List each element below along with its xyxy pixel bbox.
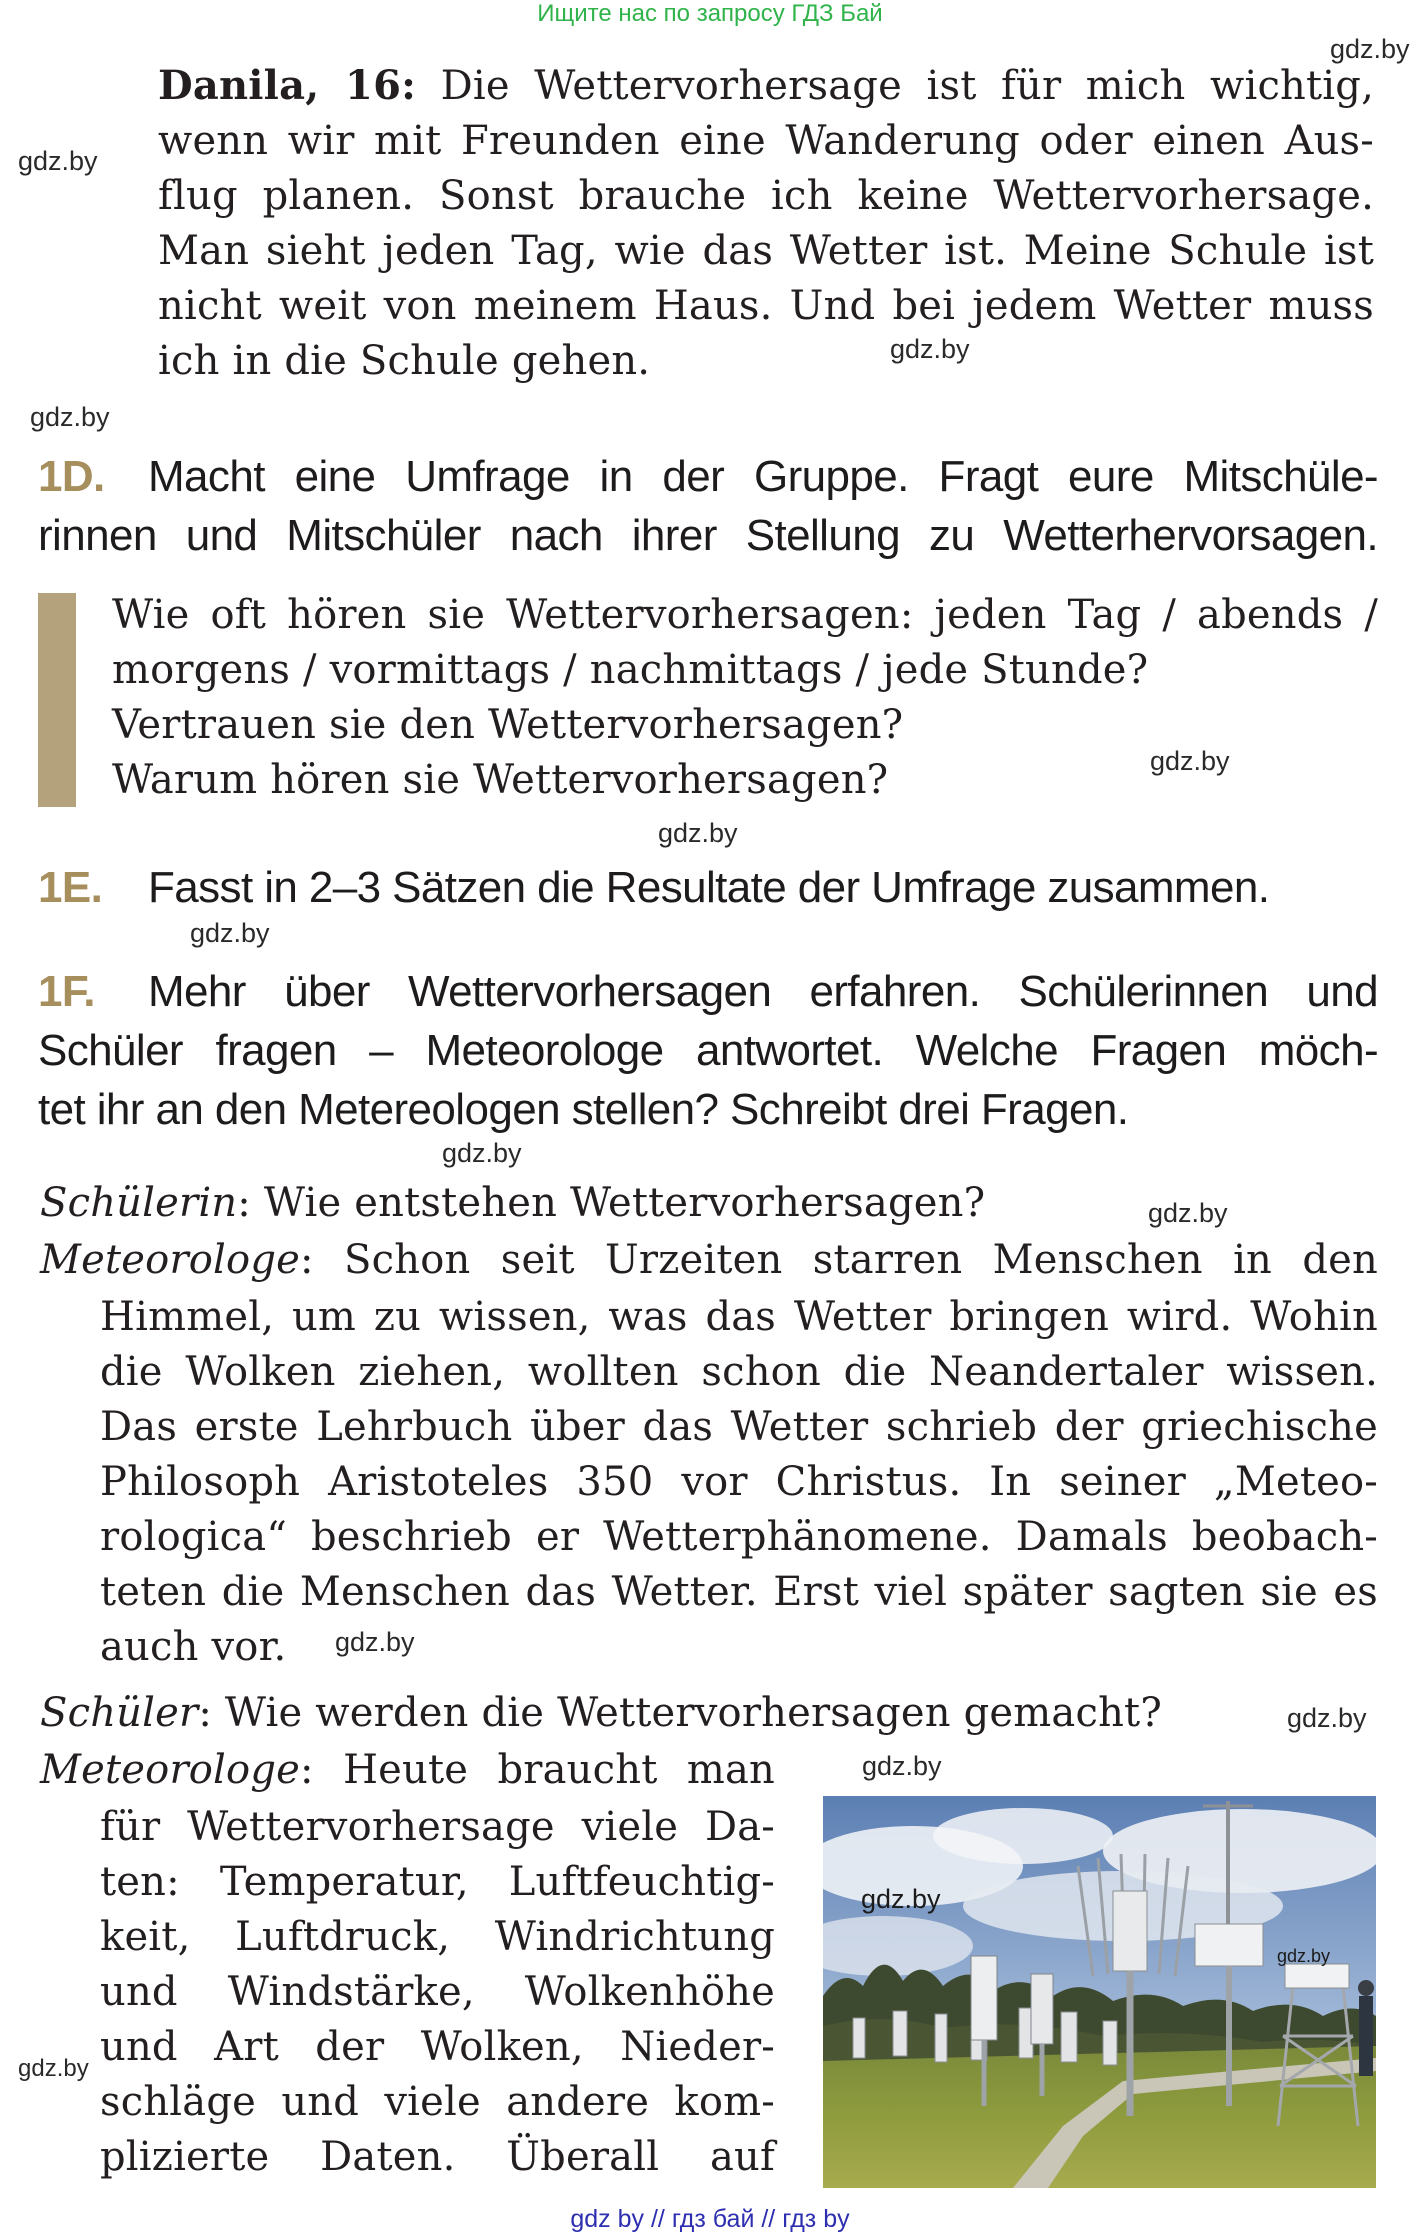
- survey-questions: [112, 588, 1378, 808]
- watermark: gdz.by: [1150, 746, 1230, 776]
- task-number: 1F.: [38, 967, 95, 1016]
- speaker-name: Schüler: [40, 1690, 199, 1736]
- text-line: Das erste Lehrbuch über das Wetter schrieb der griechische: [100, 1404, 1378, 1450]
- text-line: plizierte Daten. Überall auf: [100, 2134, 775, 2180]
- text-line: und Windstärke, Wolkenhöhe: [100, 1969, 775, 2015]
- text-segment: : Heute braucht man: [300, 1747, 775, 1793]
- text-segment: : Schon seit Urzeiten starren Menschen in den: [300, 1237, 1378, 1283]
- dialogue-q2: [40, 1686, 1378, 1741]
- speaker-name: Danila, 16:: [158, 62, 417, 109]
- speaker-name: Meteorologe: [40, 1237, 301, 1283]
- text-segment: : Wie werden die Wettervorhersagen gemacht?: [198, 1690, 1162, 1736]
- text-line: flug planen. Sonst brauche ich keine Wettervorhersage.: [158, 173, 1374, 219]
- text-line: für Wettervorhersage viele Da-: [100, 1804, 775, 1850]
- task-line: [38, 962, 1378, 1021]
- text-line: nicht weit von meinem Haus. Und bei jedem Wetter muss: [158, 283, 1374, 329]
- watermark: gdz.by: [890, 334, 970, 364]
- task-line: Schüler fragen – Meteorologe antwortet. Welche Fragen möch-: [38, 1026, 1378, 1075]
- text-line: keit, Luftdruck, Windrichtung: [100, 1914, 775, 1960]
- danila-statement: [158, 58, 1374, 389]
- task-line: [38, 858, 1378, 917]
- dialogue-line: [40, 1176, 1378, 1231]
- task-1e: [38, 858, 1378, 917]
- watermark: gdz.by: [335, 1627, 415, 1657]
- task-line: rinnen und Mitschüler nach ihrer Stellung zu Wetterhervorsagen.: [38, 511, 1378, 560]
- dialogue-line: [40, 1233, 1378, 1288]
- header-banner[interactable]: Ищите нас по запросу ГДЗ Бай: [537, 0, 883, 27]
- watermark: gdz.by: [1148, 1198, 1228, 1228]
- question-line: Warum hören sie Wettervorhersagen?: [112, 757, 889, 803]
- text-line: ten: Temperatur, Luftfeuchtig-: [100, 1859, 775, 1905]
- text-segment: Die Wettervorhersage ist für mich wichtig,: [440, 63, 1374, 109]
- task-number: 1E.: [38, 863, 103, 912]
- text-segment: Macht eine Umfrage in der Gruppe. Fragt eure Mitschüle-: [148, 452, 1378, 501]
- text-line: und Art der Wolken, Nieder-: [100, 2024, 775, 2070]
- question-line: Vertrauen sie den Wettervorhersagen?: [112, 702, 904, 748]
- watermark: gdz.by: [442, 1138, 522, 1168]
- watermark: gdz.by: [861, 1884, 941, 1914]
- text-line: wenn wir mit Freunden eine Wanderung oder einen Aus-: [158, 118, 1374, 164]
- task-line: tet ihr an den Metereologen stellen? Schreibt drei Fragen.: [38, 1085, 1129, 1134]
- text-line: teten die Menschen das Wetter. Erst viel später sagten sie es: [100, 1569, 1378, 1615]
- dialogue-a1: [40, 1233, 1378, 1288]
- text-line: rologica“ beschrieb er Wetterphänomene. Damals beobach-: [100, 1514, 1378, 1560]
- watermark: gdz.by: [18, 146, 98, 176]
- text-line: auch vor.: [100, 1624, 287, 1670]
- watermark: gdz.by: [1287, 1703, 1367, 1733]
- watermark: gdz.by: [862, 1751, 942, 1781]
- dialogue-a2: [40, 1743, 775, 1798]
- task-number: 1D.: [38, 452, 105, 501]
- watermark: gdz.by: [658, 818, 738, 848]
- text-line: [158, 58, 1374, 114]
- task-line: [38, 447, 1378, 506]
- dialogue-line: [40, 1743, 775, 1798]
- text-line: schläge und viele andere kom-: [100, 2079, 775, 2125]
- watermark: gdz.by: [1277, 1946, 1331, 1966]
- weather-station-photo: [823, 1796, 1376, 2188]
- text-line: Philosoph Aristoteles 350 vor Christus. In seiner „Meteo-: [100, 1459, 1378, 1505]
- dialogue-q1: [40, 1176, 1378, 1231]
- question-line: morgens / vormittags / nachmittags / jede Stunde?: [112, 647, 1149, 693]
- text-segment: Fasst in 2–3 Sätzen die Resultate der Umfrage zusammen.: [148, 863, 1270, 912]
- text-segment: : Wie entstehen Wettervorhersagen?: [237, 1180, 986, 1226]
- dialogue-a2-body: [100, 1800, 775, 2185]
- text-line: die Wolken ziehen, wollten schon die Neandertaler wissen.: [100, 1349, 1378, 1395]
- speaker-name: Meteorologe: [40, 1747, 301, 1793]
- task-1d: [38, 447, 1378, 565]
- watermark: gdz.by: [190, 918, 270, 948]
- text-segment: Mehr über Wettervorhersagen erfahren. Schülerinnen und: [148, 967, 1378, 1016]
- watermark: gdz.by: [1330, 34, 1410, 64]
- text-line: Himmel, um zu wissen, was das Wetter bringen wird. Wohin: [100, 1294, 1378, 1340]
- watermark: gdz.by: [18, 2055, 89, 2082]
- watermark: gdz.by: [30, 402, 110, 432]
- dialogue-line: [40, 1686, 1378, 1741]
- question-line: Wie oft hören sie Wettervorhersagen: jeden Tag / abends /: [112, 592, 1378, 638]
- footer-banner[interactable]: gdz by // гдз бай // гдз by: [570, 2205, 850, 2233]
- task-1f: [38, 962, 1378, 1139]
- text-line: ich in die Schule gehen.: [158, 338, 651, 384]
- speaker-name: Schülerin: [40, 1180, 238, 1226]
- dialogue-a1-body: [100, 1290, 1378, 1675]
- text-line: Man sieht jeden Tag, wie das Wetter ist. Meine Schule ist: [158, 228, 1374, 274]
- quote-bar: [38, 593, 76, 807]
